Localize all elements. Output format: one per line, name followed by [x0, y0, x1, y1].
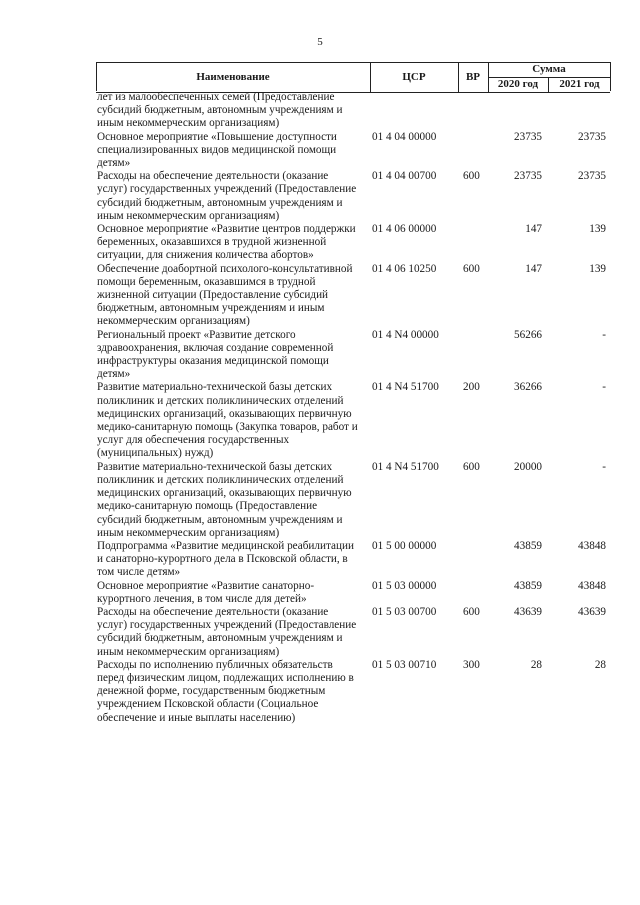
row-sum-2020: 147 [525, 223, 542, 236]
row-name: Подпрограмма «Развитие медицинской реабилитации и санаторно-курортного дела в Псковской области, в том числе детям» [97, 539, 354, 579]
row-sum-2021: 43848 [578, 579, 606, 592]
row-name: Основное мероприятие «Повышение доступности специализированных видов медицинской помощи детям» [97, 130, 337, 170]
header-vr: ВР [458, 63, 489, 92]
row-name: Обеспечение доабортной психолого-консультативной помощи беременным, оказавшимся в трудной жизненной ситуации (Предоставление субсидий бюджетным, автономным учреждениям и иным некоммерческим организациям) [97, 262, 353, 328]
row-name: Основное мероприятие «Развитие санаторно-курортного лечения, в том числе для детей» [97, 579, 315, 605]
header-year-2020: 2020 год [488, 78, 549, 92]
row-csr: 01 4 N4 51700 [372, 460, 439, 473]
table-row [0, 606, 640, 659]
page-number: 5 [317, 36, 323, 48]
row-vr: 600 [463, 170, 480, 183]
row-sum-2021: - [602, 460, 606, 473]
table-row [0, 461, 640, 540]
table-row [0, 131, 640, 171]
row-vr: 600 [463, 605, 480, 618]
table-body [0, 91, 640, 725]
row-name: Расходы на обеспечение деятельности (оказание услуг) государственных учреждений (Предоставление субсидий бюджетным, автономным учреждениям и иным некоммерческим организациям) [97, 170, 357, 222]
row-vr: 300 [463, 658, 480, 671]
row-sum-2020: 23735 [514, 130, 542, 143]
row-name: Расходы на обеспечение деятельности (оказание услуг) государственных учреждений (Предоставление субсидий бюджетным, автономным учреждениям и иным некоммерческим организациям) [97, 605, 357, 658]
row-csr: 01 4 06 10250 [372, 262, 437, 275]
header-left-border [96, 62, 97, 91]
row-csr: 01 5 03 00000 [372, 579, 437, 592]
table-header [96, 62, 610, 93]
row-vr: 200 [463, 381, 480, 394]
table-row [0, 329, 640, 382]
row-name: Расходы по исполнению публичных обязательств перед физическим лицом, подлежащих исполнению в денежной форме, государственным бюджетным учреждением Псковской области (Социальное обеспечение и иные выплаты населению) [97, 658, 354, 724]
table-row [0, 659, 640, 725]
row-sum-2020: 43859 [514, 539, 542, 552]
row-name: Развитие материально-технической базы детских поликлиник и детских поликлинических отделений медицинских организаций, оказывающих первичную медико-санитарную помощь (Закупка товаров, работ и услуг для обеспечения государственных (муниципальных) нужд) [97, 381, 358, 460]
row-sum-2021: 28 [594, 658, 606, 671]
table-row [0, 170, 640, 223]
row-sum-2020: 20000 [514, 460, 542, 473]
row-csr: 01 4 04 00700 [372, 170, 437, 183]
row-sum-2021: 23735 [578, 170, 606, 183]
table-row [0, 223, 640, 263]
table-row [0, 91, 640, 131]
header-csr: ЦСР [370, 63, 459, 92]
row-sum-2020: 56266 [514, 328, 542, 341]
row-sum-2021: - [602, 328, 606, 341]
row-csr: 01 5 03 00700 [372, 605, 437, 618]
row-csr: 01 5 00 00000 [372, 539, 437, 552]
row-name: Развитие материально-технической базы детских поликлиник и детских поликлинических отделений медицинских организаций, оказывающих первичную медико-санитарную помощь (Предоставление субсидий бюджетным, автономным учреждениям и иным некоммерческим организациям) [97, 460, 352, 539]
row-name: Основное мероприятие «Развитие центров поддержки беременных, оказавшихся в трудной жизненной ситуации, для снижения количества абортов» [97, 223, 356, 262]
header-sum: Сумма [488, 63, 610, 78]
row-sum-2020: 147 [525, 262, 542, 275]
row-sum-2020: 43639 [514, 605, 542, 618]
row-sum-2020: 23735 [514, 170, 542, 183]
header-year-2021: 2021 год [559, 78, 600, 91]
row-sum-2021: 139 [589, 262, 606, 275]
row-sum-2021: - [602, 381, 606, 394]
table-row [0, 263, 640, 329]
row-sum-2021: 23735 [578, 130, 606, 143]
row-sum-2021: 139 [589, 223, 606, 236]
header-right-border [610, 62, 611, 91]
row-sum-2021: 43639 [578, 605, 606, 618]
row-sum-2020: 43859 [514, 579, 542, 592]
row-name: Региональный проект «Развитие детского здравоохранения, включая создание современной инфраструктуры оказания медицинской помощи детям» [97, 328, 334, 381]
header-name: Наименование [96, 63, 371, 92]
row-csr: 01 4 N4 51700 [372, 381, 439, 394]
row-name: лет из малообеспеченных семей (Предоставление субсидий бюджетным, автономным учреждениям и иным некоммерческим организациям) [97, 91, 343, 130]
row-vr: 600 [463, 460, 480, 473]
row-vr: 600 [463, 262, 480, 275]
row-csr: 01 4 N4 00000 [372, 328, 439, 341]
row-sum-2020: 36266 [514, 381, 542, 394]
table-row [0, 381, 640, 460]
row-sum-2021: 43848 [578, 539, 606, 552]
table-row [0, 540, 640, 580]
row-csr: 01 4 04 00000 [372, 130, 437, 143]
row-csr: 01 4 06 00000 [372, 223, 437, 236]
row-sum-2020: 28 [530, 658, 542, 671]
table-row [0, 580, 640, 606]
row-csr: 01 5 03 00710 [372, 658, 437, 671]
